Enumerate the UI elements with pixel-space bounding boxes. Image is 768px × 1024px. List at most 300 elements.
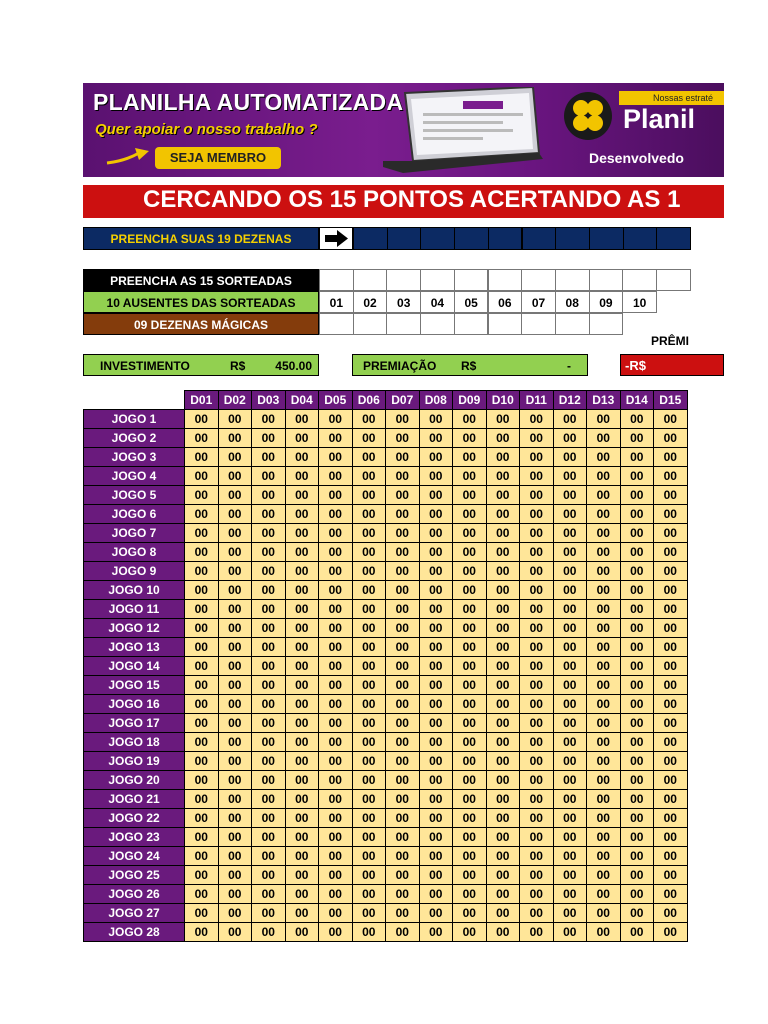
grid-cell[interactable]: 00	[352, 638, 386, 657]
grid-cell[interactable]: 00	[386, 524, 420, 543]
grid-cell[interactable]: 00	[620, 828, 654, 847]
absent-value-cell[interactable]: 08	[555, 291, 590, 313]
grid-cell[interactable]: 00	[218, 543, 252, 562]
grid-cell[interactable]: 00	[319, 904, 353, 923]
grid-cell[interactable]: 00	[352, 486, 386, 505]
grid-cell[interactable]: 00	[386, 543, 420, 562]
absent-value-cell[interactable]: 05	[454, 291, 489, 313]
magic-input-cell[interactable]	[521, 313, 556, 335]
grid-cell[interactable]: 00	[185, 695, 219, 714]
grid-cell[interactable]: 00	[218, 733, 252, 752]
grid-cell[interactable]: 00	[453, 809, 487, 828]
sorted-input-cell[interactable]	[386, 269, 421, 291]
grid-cell[interactable]: 00	[553, 429, 587, 448]
absent-value-cell[interactable]: 09	[589, 291, 624, 313]
grid-cell[interactable]: 00	[386, 714, 420, 733]
grid-cell[interactable]: 00	[252, 923, 286, 942]
grid-cell[interactable]: 00	[319, 695, 353, 714]
grid-cell[interactable]: 00	[285, 752, 319, 771]
grid-cell[interactable]: 00	[553, 410, 587, 429]
grid-cell[interactable]: 00	[185, 828, 219, 847]
grid-cell[interactable]: 00	[486, 676, 520, 695]
grid-cell[interactable]: 00	[453, 486, 487, 505]
grid-cell[interactable]: 00	[587, 638, 621, 657]
grid-cell[interactable]: 00	[218, 505, 252, 524]
grid-cell[interactable]: 00	[185, 885, 219, 904]
absent-value-cell[interactable]: 04	[420, 291, 455, 313]
magic-input-cell[interactable]	[454, 313, 489, 335]
grid-cell[interactable]: 00	[386, 771, 420, 790]
sorted-input-cell[interactable]	[656, 269, 691, 291]
grid-cell[interactable]: 00	[620, 923, 654, 942]
grid-cell[interactable]: 00	[252, 505, 286, 524]
magic-input-cell[interactable]	[319, 313, 354, 335]
grid-cell[interactable]: 00	[185, 448, 219, 467]
grid-cell[interactable]: 00	[319, 562, 353, 581]
grid-cell[interactable]: 00	[520, 505, 554, 524]
grid-cell[interactable]: 00	[654, 638, 688, 657]
grid-cell[interactable]: 00	[218, 448, 252, 467]
grid-cell[interactable]: 00	[620, 581, 654, 600]
grid-cell[interactable]: 00	[486, 562, 520, 581]
grid-cell[interactable]: 00	[285, 505, 319, 524]
grid-cell[interactable]: 00	[486, 619, 520, 638]
grid-cell[interactable]: 00	[587, 904, 621, 923]
grid-cell[interactable]: 00	[654, 524, 688, 543]
grid-cell[interactable]: 00	[352, 809, 386, 828]
grid-cell[interactable]: 00	[285, 543, 319, 562]
sorted-input-cell[interactable]	[589, 269, 624, 291]
grid-cell[interactable]: 00	[553, 809, 587, 828]
grid-cell[interactable]: 00	[486, 714, 520, 733]
grid-cell[interactable]: 00	[453, 923, 487, 942]
grid-cell[interactable]: 00	[185, 714, 219, 733]
grid-cell[interactable]: 00	[587, 581, 621, 600]
grid-cell[interactable]: 00	[453, 828, 487, 847]
grid-cell[interactable]: 00	[453, 657, 487, 676]
dezena-input-cell[interactable]	[656, 227, 691, 250]
grid-cell[interactable]: 00	[285, 581, 319, 600]
grid-cell[interactable]: 00	[419, 904, 453, 923]
grid-cell[interactable]: 00	[386, 866, 420, 885]
dezena-input-cell[interactable]	[488, 227, 523, 250]
grid-cell[interactable]: 00	[520, 410, 554, 429]
grid-cell[interactable]: 00	[386, 828, 420, 847]
grid-cell[interactable]: 00	[352, 676, 386, 695]
grid-cell[interactable]: 00	[453, 733, 487, 752]
grid-cell[interactable]: 00	[453, 619, 487, 638]
grid-cell[interactable]: 00	[453, 505, 487, 524]
grid-cell[interactable]: 00	[218, 714, 252, 733]
grid-cell[interactable]: 00	[620, 543, 654, 562]
grid-cell[interactable]: 00	[218, 809, 252, 828]
grid-cell[interactable]: 00	[218, 828, 252, 847]
grid-cell[interactable]: 00	[252, 581, 286, 600]
grid-cell[interactable]: 00	[319, 429, 353, 448]
grid-cell[interactable]: 00	[654, 885, 688, 904]
grid-cell[interactable]: 00	[587, 657, 621, 676]
grid-cell[interactable]: 00	[386, 619, 420, 638]
grid-cell[interactable]: 00	[218, 562, 252, 581]
grid-cell[interactable]: 00	[252, 486, 286, 505]
grid-cell[interactable]: 00	[218, 752, 252, 771]
grid-cell[interactable]: 00	[453, 847, 487, 866]
grid-cell[interactable]: 00	[386, 581, 420, 600]
grid-cell[interactable]: 00	[587, 486, 621, 505]
grid-cell[interactable]: 00	[185, 657, 219, 676]
grid-cell[interactable]: 00	[520, 771, 554, 790]
grid-cell[interactable]: 00	[486, 657, 520, 676]
grid-cell[interactable]: 00	[252, 809, 286, 828]
grid-cell[interactable]: 00	[419, 752, 453, 771]
grid-cell[interactable]: 00	[587, 866, 621, 885]
grid-cell[interactable]: 00	[252, 676, 286, 695]
grid-cell[interactable]: 00	[553, 733, 587, 752]
grid-cell[interactable]: 00	[352, 657, 386, 676]
grid-cell[interactable]: 00	[453, 885, 487, 904]
grid-cell[interactable]: 00	[486, 828, 520, 847]
grid-cell[interactable]: 00	[486, 733, 520, 752]
grid-cell[interactable]: 00	[620, 809, 654, 828]
grid-cell[interactable]: 00	[587, 676, 621, 695]
grid-cell[interactable]: 00	[553, 448, 587, 467]
grid-cell[interactable]: 00	[352, 828, 386, 847]
absent-value-cell[interactable]: 07	[521, 291, 556, 313]
grid-cell[interactable]: 00	[520, 600, 554, 619]
grid-cell[interactable]: 00	[520, 486, 554, 505]
grid-cell[interactable]: 00	[319, 581, 353, 600]
grid-cell[interactable]: 00	[185, 847, 219, 866]
grid-cell[interactable]: 00	[419, 828, 453, 847]
grid-cell[interactable]: 00	[319, 410, 353, 429]
grid-cell[interactable]: 00	[453, 543, 487, 562]
grid-cell[interactable]: 00	[520, 752, 554, 771]
grid-cell[interactable]: 00	[553, 771, 587, 790]
grid-cell[interactable]: 00	[386, 847, 420, 866]
grid-cell[interactable]: 00	[486, 923, 520, 942]
grid-cell[interactable]: 00	[386, 790, 420, 809]
grid-cell[interactable]: 00	[520, 429, 554, 448]
grid-cell[interactable]: 00	[553, 695, 587, 714]
grid-cell[interactable]: 00	[587, 600, 621, 619]
grid-cell[interactable]: 00	[419, 790, 453, 809]
grid-cell[interactable]: 00	[352, 429, 386, 448]
grid-cell[interactable]: 00	[218, 581, 252, 600]
grid-cell[interactable]: 00	[319, 714, 353, 733]
grid-cell[interactable]: 00	[419, 923, 453, 942]
grid-cell[interactable]: 00	[486, 695, 520, 714]
grid-cell[interactable]: 00	[520, 904, 554, 923]
absent-value-cell[interactable]: 02	[353, 291, 388, 313]
grid-cell[interactable]: 00	[486, 448, 520, 467]
grid-cell[interactable]: 00	[419, 733, 453, 752]
grid-cell[interactable]: 00	[520, 695, 554, 714]
grid-cell[interactable]: 00	[654, 809, 688, 828]
grid-cell[interactable]: 00	[185, 486, 219, 505]
grid-cell[interactable]: 00	[352, 904, 386, 923]
grid-cell[interactable]: 00	[319, 752, 353, 771]
grid-cell[interactable]: 00	[352, 733, 386, 752]
grid-cell[interactable]: 00	[620, 885, 654, 904]
grid-cell[interactable]: 00	[654, 847, 688, 866]
grid-cell[interactable]: 00	[620, 847, 654, 866]
dezena-input-cell[interactable]	[555, 227, 590, 250]
grid-cell[interactable]: 00	[486, 505, 520, 524]
grid-cell[interactable]: 00	[419, 771, 453, 790]
grid-cell[interactable]: 00	[218, 790, 252, 809]
grid-cell[interactable]: 00	[553, 486, 587, 505]
grid-cell[interactable]: 00	[654, 828, 688, 847]
grid-cell[interactable]: 00	[620, 676, 654, 695]
grid-cell[interactable]: 00	[285, 619, 319, 638]
grid-cell[interactable]: 00	[419, 885, 453, 904]
grid-cell[interactable]: 00	[620, 771, 654, 790]
grid-cell[interactable]: 00	[553, 467, 587, 486]
grid-cell[interactable]: 00	[252, 847, 286, 866]
magic-input-cell[interactable]	[589, 313, 624, 335]
grid-cell[interactable]: 00	[520, 581, 554, 600]
grid-cell[interactable]: 00	[553, 581, 587, 600]
grid-cell[interactable]: 00	[486, 410, 520, 429]
grid-cell[interactable]: 00	[553, 619, 587, 638]
grid-cell[interactable]: 00	[252, 562, 286, 581]
grid-cell[interactable]: 00	[352, 524, 386, 543]
grid-cell[interactable]: 00	[386, 809, 420, 828]
grid-cell[interactable]: 00	[419, 714, 453, 733]
grid-cell[interactable]: 00	[419, 600, 453, 619]
grid-cell[interactable]: 00	[419, 524, 453, 543]
grid-cell[interactable]: 00	[319, 600, 353, 619]
grid-cell[interactable]: 00	[453, 562, 487, 581]
grid-cell[interactable]: 00	[654, 904, 688, 923]
grid-cell[interactable]: 00	[654, 733, 688, 752]
grid-cell[interactable]: 00	[352, 543, 386, 562]
grid-cell[interactable]: 00	[252, 695, 286, 714]
grid-cell[interactable]: 00	[185, 752, 219, 771]
grid-cell[interactable]: 00	[520, 524, 554, 543]
grid-cell[interactable]: 00	[486, 543, 520, 562]
grid-cell[interactable]: 00	[386, 505, 420, 524]
magic-input-cell[interactable]	[555, 313, 590, 335]
dezena-input-cell[interactable]	[522, 227, 557, 250]
grid-cell[interactable]: 00	[252, 410, 286, 429]
grid-cell[interactable]: 00	[486, 600, 520, 619]
grid-cell[interactable]: 00	[352, 448, 386, 467]
grid-cell[interactable]: 00	[520, 733, 554, 752]
grid-cell[interactable]: 00	[654, 657, 688, 676]
grid-cell[interactable]: 00	[319, 657, 353, 676]
grid-cell[interactable]: 00	[218, 904, 252, 923]
grid-cell[interactable]: 00	[285, 809, 319, 828]
sorted-input-cell[interactable]	[420, 269, 455, 291]
grid-cell[interactable]: 00	[386, 657, 420, 676]
grid-cell[interactable]: 00	[453, 676, 487, 695]
grid-cell[interactable]: 00	[218, 676, 252, 695]
grid-cell[interactable]: 00	[654, 714, 688, 733]
grid-cell[interactable]: 00	[620, 600, 654, 619]
grid-cell[interactable]: 00	[352, 771, 386, 790]
grid-cell[interactable]: 00	[252, 638, 286, 657]
grid-cell[interactable]: 00	[352, 600, 386, 619]
grid-cell[interactable]: 00	[319, 885, 353, 904]
grid-cell[interactable]: 00	[252, 600, 286, 619]
grid-cell[interactable]: 00	[319, 543, 353, 562]
grid-cell[interactable]: 00	[453, 581, 487, 600]
grid-cell[interactable]: 00	[520, 714, 554, 733]
grid-cell[interactable]: 00	[285, 733, 319, 752]
grid-cell[interactable]: 00	[185, 410, 219, 429]
grid-cell[interactable]: 00	[453, 904, 487, 923]
grid-cell[interactable]: 00	[453, 714, 487, 733]
sorted-input-cell[interactable]	[488, 269, 523, 291]
grid-cell[interactable]: 00	[285, 847, 319, 866]
grid-cell[interactable]: 00	[285, 904, 319, 923]
grid-cell[interactable]: 00	[386, 733, 420, 752]
grid-cell[interactable]: 00	[218, 866, 252, 885]
grid-cell[interactable]: 00	[587, 790, 621, 809]
grid-cell[interactable]: 00	[620, 657, 654, 676]
grid-cell[interactable]: 00	[419, 448, 453, 467]
grid-cell[interactable]: 00	[587, 714, 621, 733]
grid-cell[interactable]: 00	[285, 562, 319, 581]
grid-cell[interactable]: 00	[185, 581, 219, 600]
grid-cell[interactable]: 00	[486, 866, 520, 885]
grid-cell[interactable]: 00	[252, 752, 286, 771]
grid-cell[interactable]: 00	[218, 486, 252, 505]
grid-cell[interactable]: 00	[620, 562, 654, 581]
grid-cell[interactable]: 00	[386, 467, 420, 486]
grid-cell[interactable]: 00	[620, 505, 654, 524]
grid-cell[interactable]: 00	[553, 752, 587, 771]
grid-cell[interactable]: 00	[352, 752, 386, 771]
join-member-button[interactable]: SEJA MEMBRO	[155, 147, 281, 169]
dezena-input-cell[interactable]	[454, 227, 489, 250]
grid-cell[interactable]: 00	[453, 448, 487, 467]
grid-cell[interactable]: 00	[285, 676, 319, 695]
grid-cell[interactable]: 00	[285, 448, 319, 467]
grid-cell[interactable]: 00	[185, 619, 219, 638]
grid-cell[interactable]: 00	[486, 809, 520, 828]
grid-cell[interactable]: 00	[285, 600, 319, 619]
grid-cell[interactable]: 00	[553, 638, 587, 657]
grid-cell[interactable]: 00	[486, 429, 520, 448]
grid-cell[interactable]: 00	[587, 467, 621, 486]
absent-value-cell[interactable]: 06	[488, 291, 523, 313]
grid-cell[interactable]: 00	[520, 809, 554, 828]
grid-cell[interactable]: 00	[453, 600, 487, 619]
dezena-input-cell[interactable]	[387, 227, 422, 250]
grid-cell[interactable]: 00	[352, 790, 386, 809]
grid-cell[interactable]: 00	[419, 695, 453, 714]
grid-cell[interactable]: 00	[386, 752, 420, 771]
sorted-input-cell[interactable]	[454, 269, 489, 291]
grid-cell[interactable]: 00	[486, 847, 520, 866]
grid-cell[interactable]: 00	[252, 619, 286, 638]
sorted-input-cell[interactable]	[521, 269, 556, 291]
grid-cell[interactable]: 00	[654, 923, 688, 942]
grid-cell[interactable]: 00	[419, 619, 453, 638]
grid-cell[interactable]: 00	[520, 847, 554, 866]
grid-cell[interactable]: 00	[620, 790, 654, 809]
grid-cell[interactable]: 00	[453, 410, 487, 429]
grid-cell[interactable]: 00	[218, 467, 252, 486]
grid-cell[interactable]: 00	[520, 467, 554, 486]
grid-cell[interactable]: 00	[185, 638, 219, 657]
grid-cell[interactable]: 00	[620, 410, 654, 429]
grid-cell[interactable]: 00	[654, 486, 688, 505]
grid-cell[interactable]: 00	[218, 638, 252, 657]
grid-cell[interactable]: 00	[520, 676, 554, 695]
grid-cell[interactable]: 00	[319, 638, 353, 657]
grid-cell[interactable]: 00	[285, 714, 319, 733]
grid-cell[interactable]: 00	[620, 733, 654, 752]
absent-value-cell[interactable]: 10	[622, 291, 657, 313]
grid-cell[interactable]: 00	[252, 448, 286, 467]
grid-cell[interactable]: 00	[654, 676, 688, 695]
grid-cell[interactable]: 00	[185, 562, 219, 581]
grid-cell[interactable]: 00	[553, 714, 587, 733]
grid-cell[interactable]: 00	[319, 448, 353, 467]
magic-input-cell[interactable]	[353, 313, 388, 335]
grid-cell[interactable]: 00	[553, 524, 587, 543]
grid-cell[interactable]: 00	[285, 771, 319, 790]
grid-cell[interactable]: 00	[620, 448, 654, 467]
grid-cell[interactable]: 00	[587, 619, 621, 638]
grid-cell[interactable]: 00	[319, 866, 353, 885]
grid-cell[interactable]: 00	[419, 505, 453, 524]
grid-cell[interactable]: 00	[553, 657, 587, 676]
grid-cell[interactable]: 00	[285, 885, 319, 904]
grid-cell[interactable]: 00	[185, 600, 219, 619]
grid-cell[interactable]: 00	[285, 790, 319, 809]
dezena-input-cell[interactable]	[353, 227, 388, 250]
grid-cell[interactable]: 00	[352, 619, 386, 638]
grid-cell[interactable]: 00	[185, 771, 219, 790]
grid-cell[interactable]: 00	[319, 847, 353, 866]
grid-cell[interactable]: 00	[252, 524, 286, 543]
grid-cell[interactable]: 00	[620, 752, 654, 771]
grid-cell[interactable]: 00	[486, 524, 520, 543]
grid-cell[interactable]: 00	[386, 923, 420, 942]
grid-cell[interactable]: 00	[319, 790, 353, 809]
grid-cell[interactable]: 00	[419, 657, 453, 676]
grid-cell[interactable]: 00	[319, 923, 353, 942]
grid-cell[interactable]: 00	[486, 752, 520, 771]
grid-cell[interactable]: 00	[587, 847, 621, 866]
grid-cell[interactable]: 00	[620, 638, 654, 657]
absent-value-cell[interactable]: 01	[319, 291, 354, 313]
grid-cell[interactable]: 00	[453, 695, 487, 714]
grid-cell[interactable]: 00	[654, 581, 688, 600]
sorted-input-cell[interactable]	[622, 269, 657, 291]
grid-cell[interactable]: 00	[419, 486, 453, 505]
grid-cell[interactable]: 00	[520, 448, 554, 467]
grid-cell[interactable]: 00	[587, 543, 621, 562]
grid-cell[interactable]: 00	[453, 866, 487, 885]
grid-cell[interactable]: 00	[218, 695, 252, 714]
grid-cell[interactable]: 00	[185, 904, 219, 923]
grid-cell[interactable]: 00	[218, 524, 252, 543]
grid-cell[interactable]: 00	[185, 866, 219, 885]
grid-cell[interactable]: 00	[520, 638, 554, 657]
grid-cell[interactable]: 00	[252, 885, 286, 904]
dezena-input-cell[interactable]	[589, 227, 624, 250]
grid-cell[interactable]: 00	[252, 429, 286, 448]
grid-cell[interactable]: 00	[553, 904, 587, 923]
grid-cell[interactable]: 00	[419, 676, 453, 695]
grid-cell[interactable]: 00	[553, 676, 587, 695]
grid-cell[interactable]: 00	[587, 828, 621, 847]
